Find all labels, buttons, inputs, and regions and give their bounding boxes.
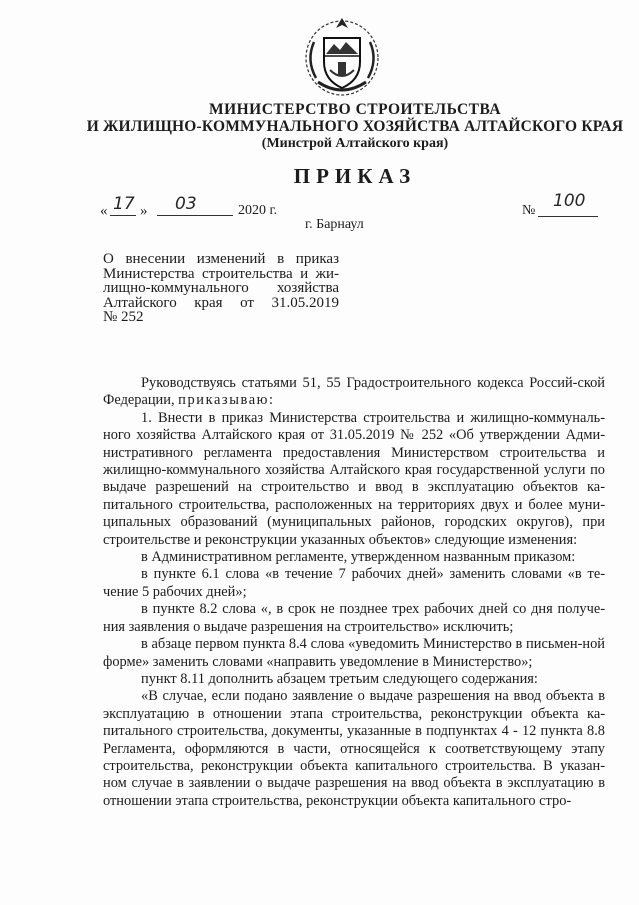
order-subject	[103, 252, 339, 325]
number-label: №	[522, 203, 536, 218]
order-number-handwritten: 100	[553, 191, 586, 211]
subject-line: Алтайского края от 31.05.2019	[103, 294, 339, 311]
body-paragraph: в абзаце первом пункта 8.4 слова «уведомить Министерство в письмен-ной форме» заменить словами «направить уведомление в Министерство»;	[103, 636, 605, 670]
subject-line: О внесении изменений в приказ	[103, 251, 339, 267]
date-month-handwritten: 03	[175, 194, 197, 214]
order-verb: приказываю	[178, 392, 270, 409]
date-year: 2020 г.	[238, 203, 278, 218]
body-paragraph: в Административном регламенте, утвержденном названным приказом:	[141, 549, 576, 566]
order-body	[103, 375, 605, 810]
body-paragraph: 1. Внести в приказ Министерства строительства и жилищно-коммуналь-ного хозяйства Алтайского края от 31.05.2019 № 252 «Об утверждении Адми-нистративного регламента предоставления Министерством строительства и жилищно-коммунального хозяйства Алтайского края государственной услуги по выдаче разрешений на строительство и ввод в эксплуатацию объектов ка-питального строительства, расположенных на территориях двух и более муни-ципальных образований (муниципальных районов, городских округов), при строительстве и реконструкции указанных объектов» следующие изменения:	[103, 409, 605, 548]
body-paragraph: в пункте 6.1 слова «в течение 7 рабочих дней» заменить словами «в те-чение 5 рабочих дней»;	[103, 566, 605, 600]
date-quote-close: »	[140, 203, 148, 219]
org-name-line1: МИНИСТЕРСТВО СТРОИТЕЛЬСТВА	[208, 101, 502, 118]
body-paragraph: «В случае, если подано заявление о выдаче разрешения на ввод объекта в эксплуатацию в отношении этапа строительства, реконструкции объекта ка-питального строительства, документы, указанные в подпунктах 4 - 12 пункта 8.8 Регламента, оформляются в части, относящейся к соответствующему этапу строительства, реконструкции объекта капитального строительства. В указан-ном случае в заявлении о выдаче разрешения на ввод объекта в эксплуатацию в отношении этапа строительства, реконструкции объекта капитального стро-	[103, 688, 605, 809]
org-short-name: (Минстрой Алтайского края)	[261, 136, 449, 151]
coat-of-arms-emblem	[296, 12, 388, 98]
date-day-handwritten: 17	[113, 194, 135, 214]
body-paragraph: пункт 8.11 дополнить абзацем третьим следующего содержания:	[141, 670, 538, 687]
subject-line: лищно-коммунального хозяйства	[103, 280, 339, 296]
org-name-line2: И ЖИЛИЩНО-КОММУНАЛЬНОГО ХОЗЯЙСТВА АЛТАЙСКОГО КРАЯ	[86, 118, 624, 135]
subject-line: № 252	[103, 309, 144, 325]
subject-line: Министерства строительства и жи-	[103, 265, 339, 282]
body-paragraph: в пункте 8.2 слова «, в срок не позднее трех рабочих дней со дня получе-ния заявления о выдаче разрешения на строительство» исключить;	[103, 601, 605, 635]
date-quote-open: «	[100, 203, 108, 219]
city: г. Барнаул	[305, 217, 364, 232]
document-type-title: ПРИКАЗ	[293, 164, 417, 188]
body-paragraph: Руководствуясь статьями 51, 55 Градостроительного кодекса Россий-ской Федерации, приказываю:	[103, 375, 605, 409]
